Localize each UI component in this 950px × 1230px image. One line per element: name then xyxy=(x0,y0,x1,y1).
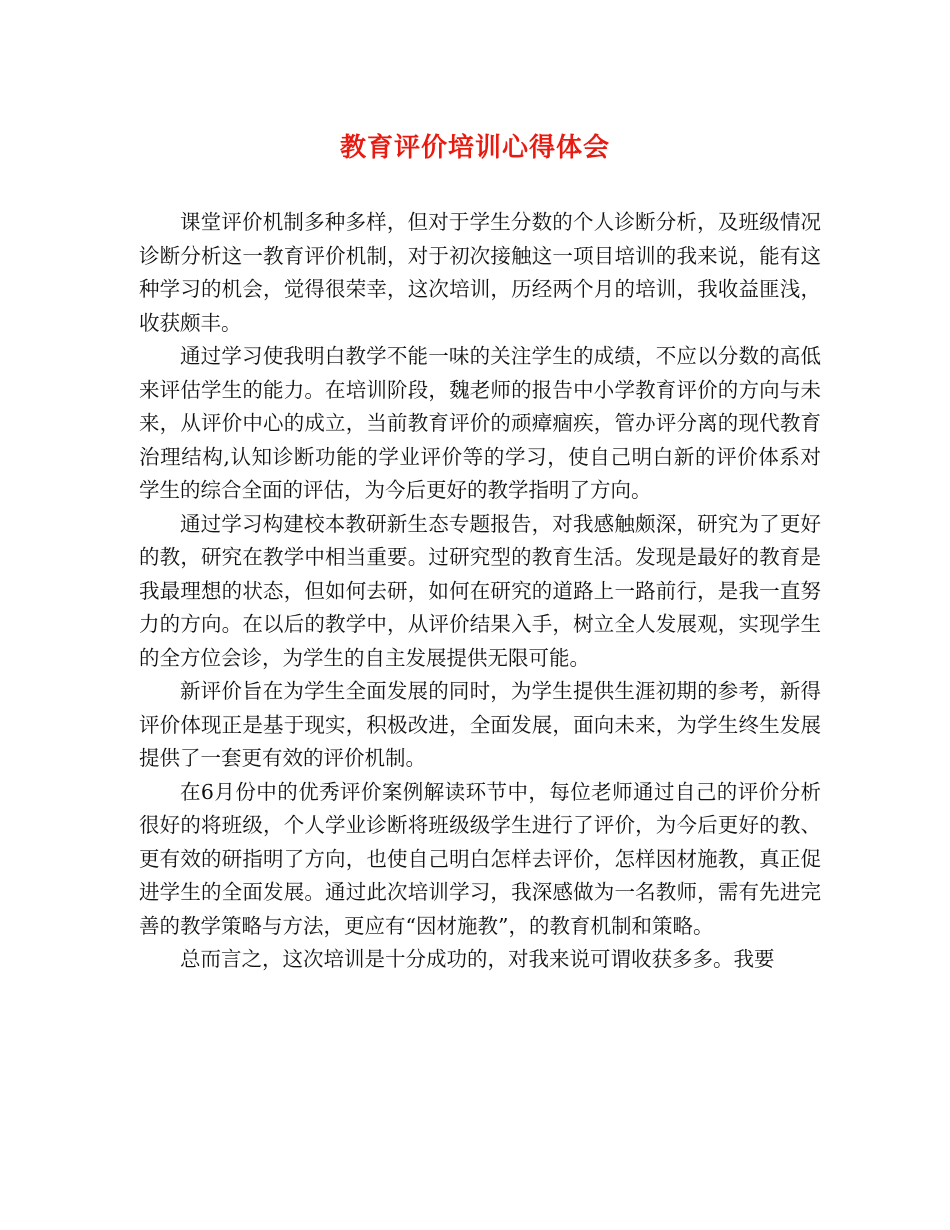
document-body xyxy=(139,206,821,977)
paragraph-5: 在6月份中的优秀评价案例解读环节中，每位老师通过自己的评价分析很好的将班级，个人学业诊断将班级级学生进行了评价，为今后更好的教、更有效的研指明了方向，也使自己明白怎样去评价，怎样因材施教，真正促进学生的全面发展。通过此次培训学习，我深感做为一名教师，需有先进完善的教学策略与方法，更应有“因材施教”，的教育机制和策略。 xyxy=(139,779,821,938)
document-title: 教育评价培训心得体会 xyxy=(339,133,610,163)
paragraph-1: 课堂评价机制多种多样，但对于学生分数的个人诊断分析，及班级情况诊断分析这一教育评价机制，对于初次接触这一项目培训的我来说，能有这种学习的机会，觉得很荣幸，这次培训，历经两个月的培训，我收益匪浅，收获颇丰。 xyxy=(139,210,821,335)
paragraph-2: 通过学习使我明白教学不能一味的关注学生的成绩，不应以分数的高低来评估学生的能力。在培训阶段，魏老师的报告中小学教育评价的方向与未来，从评价中心的成立，当前教育评价的顽瘴痼疾，管办评分离的现代教育治理结构,认知诊断功能的学业评价等的学习，使自己明白新的评价体系对学生的综合全面的评估，为今后更好的教学指明了方向。 xyxy=(139,344,821,502)
paragraph-6: 总而言之，这次培训是十分成功的，对我来说可谓收获多多。我要 xyxy=(180,947,775,971)
paragraph-3: 通过学习构建校本教研新生态专题报告，对我感触颇深，研究为了更好的教，研究在教学中相当重要。过研究型的教育生活。发现是最好的教育是我最理想的状态，但如何去研，如何在研究的道路上一路前行，是我一直努力的方向。在以后的教学中，从评价结果入手，树立全人发展观，实现学生的全方位会诊，为学生的自主发展提供无限可能。 xyxy=(139,511,821,670)
paragraph-4: 新评价旨在为学生全面发展的同时，为学生提供生涯初期的参考，新得评价体现正是基于现实，积极改进，全面发展，面向未来，为学生终生发展提供了一套更有效的评价机制。 xyxy=(139,679,821,770)
